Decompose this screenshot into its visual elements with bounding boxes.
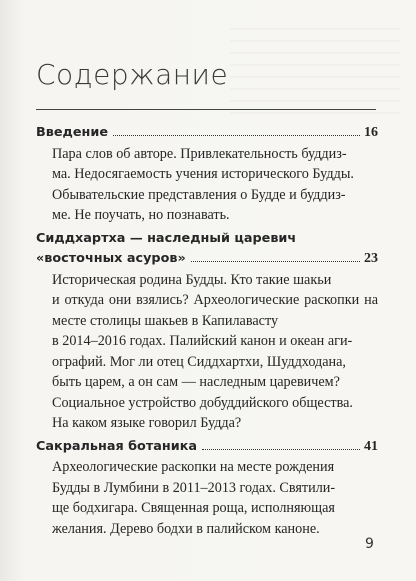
title-rule — [36, 109, 376, 110]
show-through-text — [230, 28, 400, 118]
toc-entry — [36, 229, 378, 434]
description-line: в 2014–2016 годах. Палийский канон и океан аги- — [52, 333, 353, 349]
table-of-contents — [36, 123, 378, 542]
toc-entry-heading[interactable] — [36, 249, 378, 270]
description-line: Археологические раскопки на месте рождения — [52, 459, 335, 475]
description-line: Будды в Лумбини в 2011–2013 годах. Святили- — [52, 479, 336, 496]
toc-entry — [36, 123, 378, 226]
description-line: ще бодхигара. Священная роща, исполняющая — [52, 500, 335, 516]
description-line — [52, 290, 378, 331]
toc-entry-description — [36, 457, 378, 539]
toc-page-number: 41 — [364, 438, 378, 454]
description-line: Социальное устройство добуддийского общества. — [52, 394, 353, 411]
toc-entry-heading[interactable] — [36, 123, 378, 144]
dot-leader — [191, 261, 360, 262]
toc-entry-heading[interactable] — [36, 437, 378, 458]
dot-leader — [202, 449, 360, 450]
description-line: Обывательские представления о Будде и буддиз- — [52, 186, 346, 203]
description-line: ма. Недосягаемость учения исторического Будды. — [52, 166, 354, 182]
page-number: 9 — [365, 536, 374, 552]
description-line: быть царем, а он сам — наследным царевичем? — [52, 374, 340, 390]
description-line-text: и откуда они взялись? Археологические раскопки на месте столицы шакьев в Капилавасту — [52, 292, 378, 329]
description-line: На каком языке говорил Будда? — [52, 415, 242, 431]
description-line: Историческая родина Будды. Кто такие шакьи — [52, 271, 332, 288]
toc-entry-title: Введение — [36, 125, 109, 140]
description-line: ме. Не поучать, но познавать. — [52, 207, 230, 223]
toc-entry — [36, 437, 378, 540]
description-line: Пара слов об авторе. Привлекательность буддиз- — [52, 145, 347, 162]
dot-leader — [113, 135, 360, 136]
description-line: желания. Дерево бодхи в палийском каноне. — [52, 520, 320, 537]
toc-entry-description — [36, 144, 378, 226]
toc-page-number: 23 — [364, 251, 378, 266]
toc-entry-title-cont: «восточных асуров» — [36, 251, 186, 266]
toc-entry-description — [36, 270, 378, 434]
page-title: Содержание — [36, 58, 229, 91]
toc-page-number: 16 — [364, 125, 378, 140]
toc-entry-title: Сакральная ботаника — [36, 438, 198, 454]
toc-entry-title[interactable]: Сиддхартха — наследный царевич — [36, 230, 297, 246]
description-line: ографий. Мог ли отец Сиддхартхи, Шуддходана, — [52, 353, 346, 370]
